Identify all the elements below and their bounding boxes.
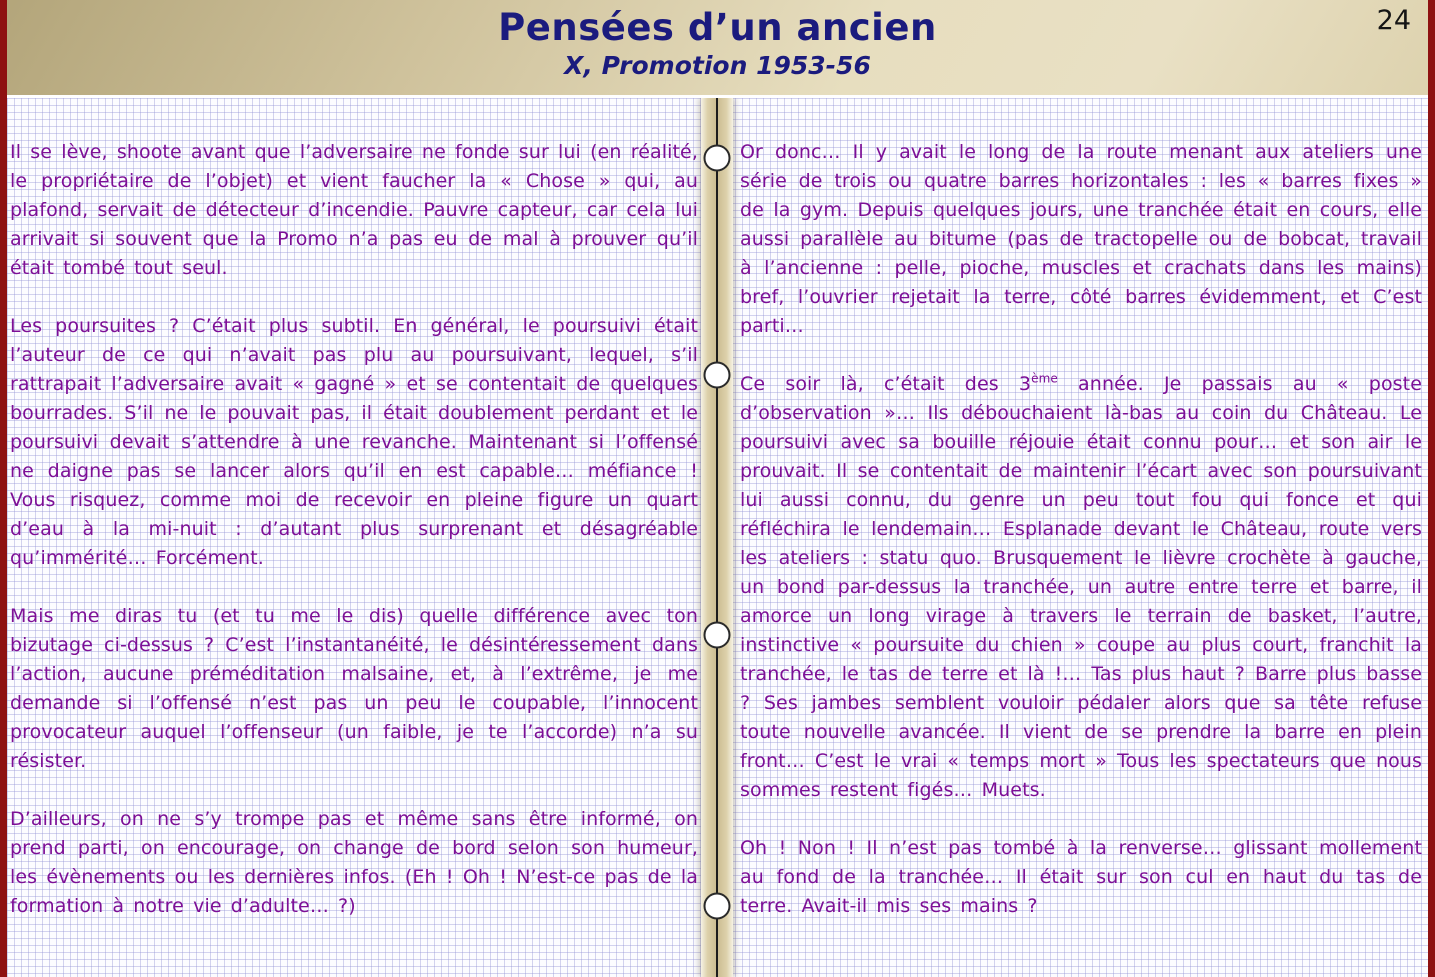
binding-ring-icon xyxy=(704,622,731,649)
binding-line xyxy=(716,98,718,977)
paragraph: Il se lève, shoote avant que l’adversaire ne fonde sur lui (en réalité, le propriétaire de l’objet) et vient faucher la « Chose » qui, au plafond, servait de détecteur d’incendie. Pauvre capteur, car cela lui arrivait si souvent que la Promo n’a pas eu de mal à prouver qu’il était tombé tout seul. xyxy=(10,141,698,279)
binding-ring-icon xyxy=(704,362,731,389)
paragraph-text: Ce soir là, c’était des 3 xyxy=(740,373,1032,395)
page-number: 24 xyxy=(1376,5,1411,36)
binding-ring-icon xyxy=(704,893,731,920)
notebook-paper xyxy=(0,98,1435,977)
binding-ring-icon xyxy=(704,145,731,172)
paragraph-text: année. Je passais au « poste d’observation »… Ils débouchaient là-bas au coin du Château. Le poursuivi avec sa bouille réjouie était connu pour… et son air le prouvait. Il se contentait de maintenir l’écart avec son poursuivant lui aussi connu, du genre un peu tout fou qui fonce et qui réfléchira le lendemain… Esplanade devant le Château, route vers les ateliers : statu quo. Brusquement le lièvre crochète à gauche, un bond par-dessus la tranchée, un autre entre terre et barre, il amorce un long virage à travers le terrain de basket, l’autre, instinctive « poursuite du chien » coupe au plus court, franchit la tranchée, le tas de terre et là !… Tas plus haut ? Barre plus basse ? Ses jambes semblent vouloir pédaler alors que sa tête refuse toute nouvelle avancée. Il vient de se prendre la barre en plein front… C’est le vrai « temps mort » Tous les spectateurs que nous sommes restent figés… Muets. xyxy=(740,373,1423,801)
paragraph: Les poursuites ? C’était plus subtil. En général, le poursuivi était l’auteur de ce qui n’avait pas plu au poursuivant, lequel, s’il rattrapait l’adversaire avait « gagné » et se contentait de quelques bourrades. S’il ne le pouvait pas, il était doublement perdant et le poursuivi devait s’attendre à une revanche. Maintenant si l’offensé ne daigne pas se lancer alors qu’il en est capable… méfiance ! Vous risquez, comme moi de recevoir en pleine figure un quart d’eau à la mi-nuit : d’autant plus surprenant et désagréable qu’immérité… Forcément. xyxy=(10,315,698,569)
paragraph xyxy=(740,370,1422,805)
left-column xyxy=(10,138,698,950)
page-subtitle: X, Promotion 1953-56 xyxy=(564,51,871,80)
paragraph: Or donc… Il y avait le long de la route menant aux ateliers une série de trois ou quatre barres horizontales : les « barres fixes » de la gym. Depuis quelques jours, une tranchée était en cours, elle aussi parallèle au bitume (pas de tractopelle ou de bobcat, travail à l’ancienne : pelle, pioche, muscles et crachats dans les mains) bref, l’ouvrier rejetait la terre, côté barres évidemment, et C’est parti… xyxy=(740,141,1422,337)
header xyxy=(0,0,1435,98)
superscript-text: ème xyxy=(1031,371,1058,386)
paragraph: Mais me diras tu (et tu me le dis) quelle différence avec ton bizutage ci-dessus ? C’est l’instantanéité, le désintéressement dans l’action, aucune préméditation malsaine, et, à l’extrême, je me demande si l’offensé n’est pas un peu le coupable, l’innocent provocateur auquel l’offenseur (un faible, je te l’accorde) n’a su résister. xyxy=(10,605,698,772)
right-column xyxy=(740,138,1422,950)
left-edge-strip xyxy=(0,0,7,977)
right-edge-strip xyxy=(1428,0,1435,977)
paragraph: Oh ! Non ! Il n’est pas tombé à la renverse… glissant mollement au fond de la tranchée… Il était sur son cul en haut du tas de terre. Avait-il mis ses mains ? xyxy=(740,837,1422,917)
page-title: Pensées d’un ancien xyxy=(498,6,937,49)
spiral-binding xyxy=(701,98,733,977)
paragraph: D’ailleurs, on ne s’y trompe pas et même sans être informé, on prend parti, on encourage, on change de bord selon son humeur, les évènements ou les dernières infos. (Eh ! Oh ! N’est-ce pas de la formation à notre vie d’adulte… ?) xyxy=(10,808,698,917)
